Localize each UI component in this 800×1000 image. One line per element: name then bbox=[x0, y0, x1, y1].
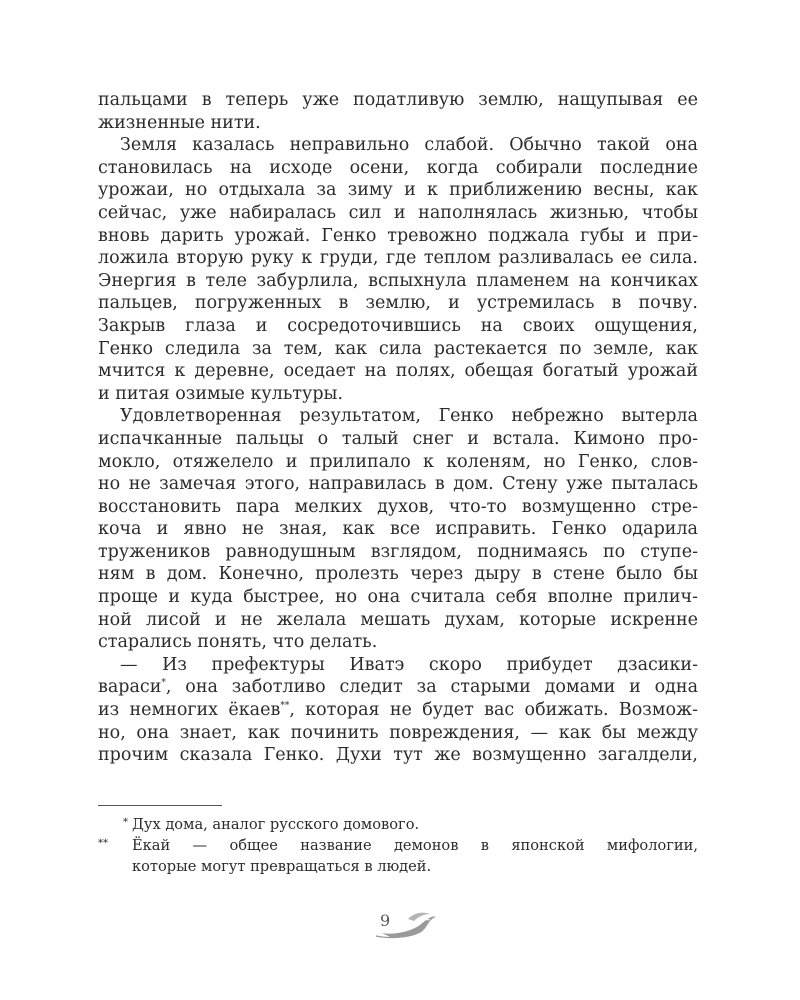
text-line: — Из префектуры Иватэ скоро прибудет дзасики- bbox=[120, 654, 698, 675]
text-line: пальцами в теперь уже податливую землю, нащупывая ее bbox=[98, 90, 698, 110]
footnote-mark: * bbox=[161, 678, 166, 689]
text-line: мокло, отяжелело и прилипало к коленям, но Генко, слов- bbox=[98, 451, 698, 472]
footnote-1: * Дух дома, аналог русского домового. bbox=[123, 816, 420, 833]
text-line: восстановить пара мелких духов, что-то возмущенно стре- bbox=[98, 496, 698, 517]
text-line: но, она знает, как починить повреждения, — как бы между bbox=[98, 722, 698, 743]
text-line bbox=[98, 676, 698, 699]
footnote-2: ** Ёкай — общее название демонов в японской мифологии, bbox=[98, 837, 698, 854]
page-number: 9 bbox=[380, 911, 391, 930]
text-line: испачканные пальцы о талый снег и встала. Кимоно про- bbox=[98, 428, 698, 449]
footnote-mark: ** bbox=[280, 701, 290, 712]
text-line: прочим сказала Генко. Духи тут же возмущенно загалдели, bbox=[98, 745, 698, 766]
text-fragment: , она заботливо следит за старыми домами и одна bbox=[165, 677, 698, 698]
text-line: становилась на исходе осени, когда собирали последние bbox=[98, 157, 698, 178]
footnote-2-continued: которые могут превращаться в людей. bbox=[132, 858, 432, 875]
text-fragment: вараси bbox=[98, 677, 162, 698]
footnote-text: Ёкай — общее название демонов в японской мифологии, bbox=[132, 837, 698, 854]
text-line: проще и куда быстрее, но она считала себя вполне прилич- bbox=[98, 587, 698, 608]
text-line: жизненные нити. bbox=[98, 112, 261, 133]
footnote-text: Дух дома, аналог русского домового. bbox=[132, 816, 420, 833]
text-line bbox=[98, 699, 698, 722]
footnotes bbox=[98, 814, 698, 877]
text-line: ням в дом. Конечно, пролезть через дыру в стене было бы bbox=[98, 564, 698, 585]
text-line: но не замечая этого, направилась в дом. Стену уже пыталась bbox=[98, 474, 698, 495]
text-line: и питая озимые культуры. bbox=[98, 383, 344, 404]
text-fragment: из немногих ёкаев bbox=[98, 700, 281, 721]
text-line: тружеников равнодушным взглядом, поднимаясь по ступе- bbox=[98, 541, 698, 562]
text-line: старались понять, что делать. bbox=[98, 632, 378, 653]
text-line: Закрыв глаза и сосредоточившись на своих ощущения, bbox=[98, 315, 698, 336]
wave-icon bbox=[360, 905, 440, 945]
text-line: ной лисой и не желала мешать духам, которые искренне bbox=[98, 609, 698, 630]
page-folio bbox=[360, 905, 440, 945]
text-fragment: , которая не будет вас обижать. Возмож- bbox=[289, 700, 698, 721]
main-text bbox=[98, 89, 698, 767]
text-line: пальцев, погруженных в землю, и устремилась в почву. bbox=[98, 293, 698, 314]
text-line: коча и явно не зная, как все исправить. Генко одарила bbox=[98, 519, 698, 540]
text-line: Земля казалась неправильно слабой. Обычно такой она bbox=[120, 135, 698, 156]
text-line: Энергия в теле забурлила, вспыхнула пламенем на кончиках bbox=[98, 270, 698, 291]
footnote-divider bbox=[98, 805, 222, 806]
text-line: урожаи, но отдыхала за зиму и к приближению весны, как bbox=[98, 180, 698, 201]
text-line: ложила вторую руку к груди, где теплом разливалась ее сила. bbox=[98, 248, 698, 269]
text-line: Генко следила за тем, как сила растекается по земле, как bbox=[98, 338, 698, 359]
text-line: мчится к деревне, оседает на полях, обещая богатый урожай bbox=[98, 361, 698, 382]
text-line: вновь дарить урожай. Генко тревожно поджала губы и при- bbox=[98, 225, 698, 246]
text-line: Удовлетворенная результатом, Генко небрежно вытерла bbox=[120, 406, 698, 427]
text-line: сейчас, уже набиралась сил и наполнялась жизнью, чтобы bbox=[98, 202, 698, 223]
